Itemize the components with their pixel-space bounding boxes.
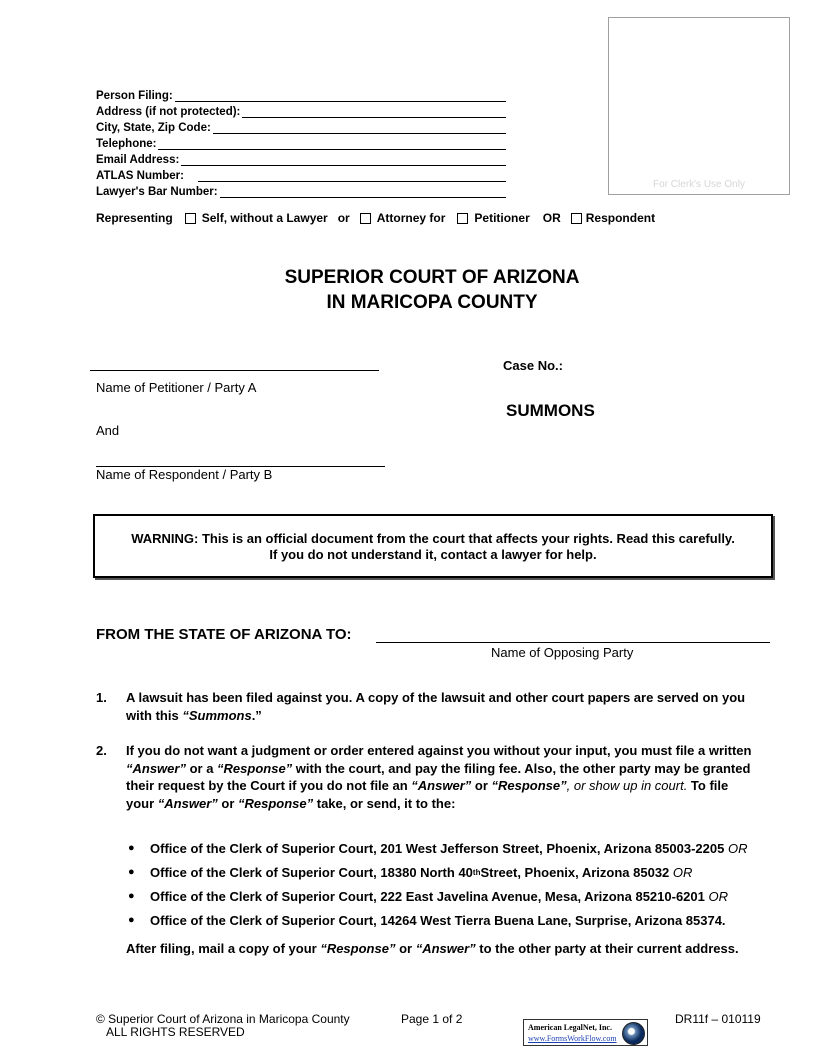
field-email[interactable]: [96, 150, 506, 166]
field-blank-line[interactable]: [181, 154, 506, 166]
text-run: “Answer”: [411, 778, 472, 794]
filer-info-fields: [96, 86, 506, 198]
text-run: , or show up in court.: [566, 778, 688, 794]
item-number: 2.: [96, 743, 107, 758]
bullet-icon: ●: [128, 842, 135, 854]
petitioner-checkbox[interactable]: [457, 213, 468, 224]
text-run: or: [395, 941, 416, 956]
after-filing-text: [126, 941, 739, 956]
court-title-line2: IN MARICOPA COUNTY: [326, 292, 538, 313]
opposing-party-caption: Name of Opposing Party: [491, 645, 634, 660]
or-text: or: [337, 211, 350, 225]
and-text: And: [96, 423, 120, 438]
respondent-label: Respondent: [585, 211, 656, 225]
superscript: th: [472, 867, 481, 877]
footer-rights: ALL RIGHTS RESERVED: [106, 1025, 245, 1039]
or-text: OR: [672, 864, 693, 880]
clerk-use-box: [608, 17, 790, 195]
court-title-line1: SUPERIOR COURT OF ARIZONA: [284, 267, 580, 288]
field-blank-line[interactable]: [158, 138, 506, 150]
field-bar-number[interactable]: [96, 182, 506, 198]
respondent-checkbox[interactable]: [571, 213, 582, 224]
item-1-text: [126, 689, 806, 724]
representing-row: [96, 211, 655, 225]
field-label: Address (if not protected):: [96, 106, 241, 118]
or-text: OR: [542, 211, 561, 225]
text-run: “Answer”: [126, 760, 186, 776]
item-2-line3: [126, 777, 806, 795]
field-person-filing[interactable]: [96, 86, 506, 102]
attorney-checkbox[interactable]: [360, 213, 371, 224]
bullet-icon: ●: [128, 866, 135, 878]
text-run: your: [126, 795, 158, 811]
field-label: Lawyer's Bar Number:: [96, 186, 218, 198]
item-2-line2: [126, 760, 806, 778]
field-blank-line[interactable]: [175, 90, 506, 102]
text-run: to the other party at their current address.: [475, 941, 739, 956]
attorney-label: Attorney for: [376, 211, 446, 225]
clerk-office-list: [128, 836, 788, 932]
office-address: Office of the Clerk of Superior Court, 222 East Javelina Avenue, Mesa, Arizona 85210-6201: [150, 888, 705, 904]
office-address: Office of the Clerk of Superior Court, 18380 North 40: [150, 864, 473, 880]
petitioner-caption: Name of Petitioner / Party A: [96, 380, 257, 395]
text-run: .”: [251, 707, 262, 723]
item-number: 1.: [96, 690, 107, 705]
field-label: ATLAS Number:: [96, 170, 184, 182]
logo-url[interactable]: www.FormsWorkFlow.com: [528, 1034, 617, 1043]
item-1-line1: A lawsuit has been filed against you. A copy of the lawsuit and other court papers are served on you: [126, 690, 746, 705]
or-text: OR: [727, 840, 748, 856]
list-item: [128, 908, 788, 932]
warning-line2: If you do not understand it, contact a lawyer for help.: [269, 547, 597, 562]
field-blank-line[interactable]: [220, 186, 506, 198]
petitioner-name-line[interactable]: [90, 370, 379, 371]
from-state-label: FROM THE STATE OF ARIZONA TO:: [96, 626, 352, 643]
field-blank-line[interactable]: [198, 170, 506, 182]
field-telephone[interactable]: [96, 134, 506, 150]
text-run: After filing, mail a copy of your: [126, 941, 321, 956]
office-address: Office of the Clerk of Superior Court, 14264 West Tierra Buena Lane, Surprise, Arizona 85374.: [150, 912, 726, 928]
text-run: “Response”: [320, 941, 396, 956]
text-run: “Response”: [491, 778, 567, 794]
clerk-use-label: For Clerk's Use Only: [653, 179, 745, 190]
text-run: or a: [185, 760, 218, 776]
self-checkbox[interactable]: [185, 213, 196, 224]
or-text: OR: [708, 888, 728, 904]
document-title: SUMMONS: [506, 401, 595, 420]
text-run: “Response”: [238, 795, 314, 811]
text-run: “Answer”: [157, 795, 218, 811]
respondent-caption: Name of Respondent / Party B: [96, 467, 273, 482]
american-legalnet-logo[interactable]: [523, 1019, 648, 1046]
text-run: To file: [687, 778, 729, 794]
text-run: with this: [126, 707, 183, 723]
field-blank-line[interactable]: [242, 106, 506, 118]
warning-line1: WARNING: This is an official document from the court that affects your rights. Read this carefully.: [131, 531, 735, 546]
field-label: Telephone:: [96, 138, 157, 150]
logo-name: American LegalNet, Inc.: [528, 1023, 612, 1032]
footer-copyright: © Superior Court of Arizona in Maricopa County: [96, 1012, 350, 1026]
field-label: City, State, Zip Code:: [96, 122, 211, 134]
field-city-state-zip[interactable]: [96, 118, 506, 134]
text-run: or: [217, 795, 238, 811]
field-address[interactable]: [96, 102, 506, 118]
office-address: Office of the Clerk of Superior Court, 201 West Jefferson Street, Phoenix, Arizona 85003-2205: [150, 840, 725, 856]
text-run: with the court, and pay the filing fee. Also, the other party may be granted: [292, 760, 751, 776]
opposing-party-line[interactable]: [376, 642, 770, 643]
item-2-line1: If you do not want a judgment or order entered against you without your input, you must file a written: [126, 743, 752, 758]
text-run: “Answer”: [415, 941, 476, 956]
case-number-label: Case No.:: [503, 358, 563, 373]
text-run: “Response”: [217, 760, 293, 776]
footer-form-code: DR11f – 010119: [675, 1012, 761, 1026]
item-1-line2: [126, 707, 806, 725]
court-title: [0, 265, 816, 315]
footer-page-number: Page 1 of 2: [401, 1012, 463, 1026]
list-item: [128, 836, 788, 860]
representing-label: Representing: [96, 211, 173, 225]
field-atlas-number[interactable]: [96, 166, 506, 182]
list-item: [128, 860, 788, 884]
field-label: Person Filing:: [96, 90, 173, 102]
bullet-icon: ●: [128, 914, 135, 926]
item-2-line4: [126, 795, 806, 813]
list-item: [128, 884, 788, 908]
text-run: or: [471, 778, 492, 794]
field-blank-line[interactable]: [213, 122, 506, 134]
globe-icon: [622, 1022, 645, 1045]
petitioner-label: Petitioner: [474, 211, 530, 225]
office-address: Street, Phoenix, Arizona 85032: [480, 864, 670, 880]
field-label: Email Address:: [96, 154, 180, 166]
warning-box: [93, 514, 773, 578]
text-run: “Summons: [182, 707, 252, 723]
self-label: Self, without a Lawyer: [201, 211, 328, 225]
bullet-icon: ●: [128, 890, 135, 902]
item-2-text: [126, 742, 806, 812]
text-run: their request by the Court if you do not file an: [126, 778, 412, 794]
text-run: take, or send, it to the:: [313, 795, 456, 811]
